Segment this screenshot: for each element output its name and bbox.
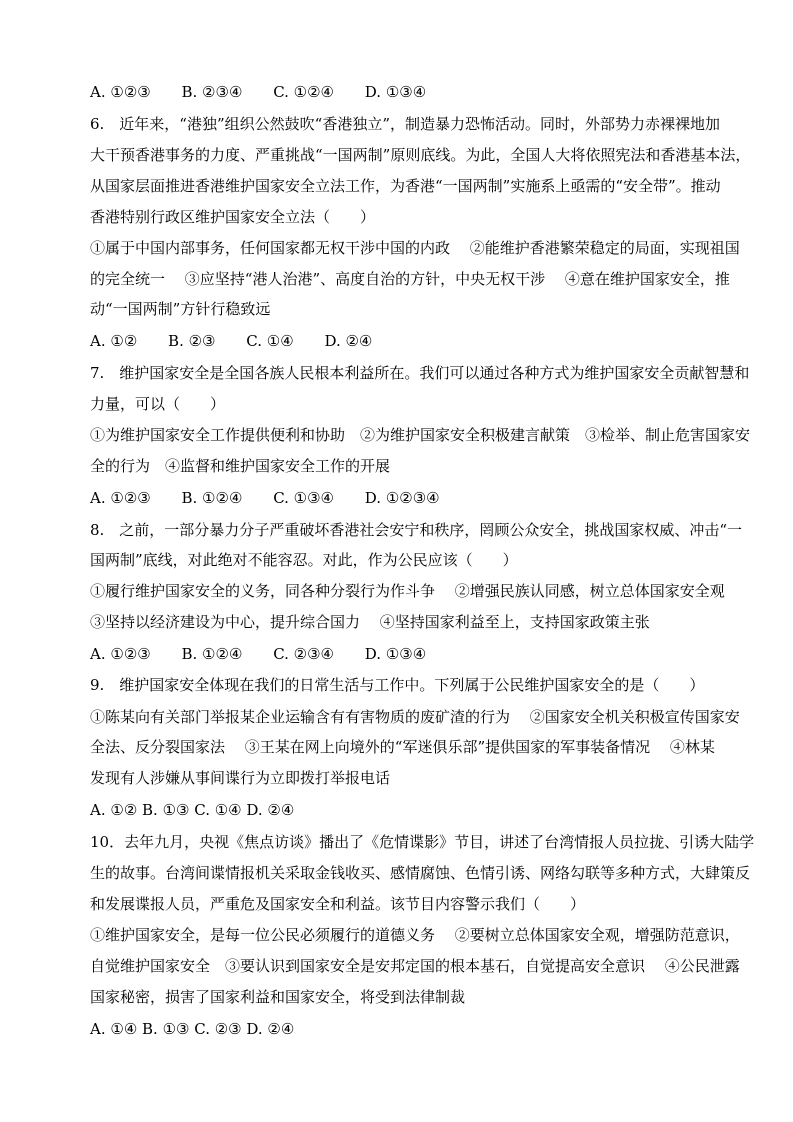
q10-item-line: 自觉维护国家安全 ③要认识到国家安全是安邦定国的根本基石，自觉提高安全意识 ④公民泄露 (90, 957, 740, 975)
q8-option-d: D. ①③④ (364, 645, 427, 663)
q7-option-b: B. ①②④ (181, 489, 243, 507)
q7-option-a: A. ①②③ (90, 489, 151, 507)
q6-option-b: B. ②③ (168, 332, 216, 350)
q6-option-d: D. ②④ (324, 332, 373, 350)
q5-option-d: D. ①③④ (364, 83, 427, 101)
q9-options: A. ①② B. ①③ C. ①④ D. ②④ (90, 801, 295, 819)
q7-stem-line: 力量，可以（ ） (90, 395, 226, 413)
q7-item-line: ①为维护国家安全工作提供便利和协助 ②为维护国家安全积极建言献策 ③检举、制止危害国家安 (90, 426, 751, 444)
q9-item-line: 全法、反分裂国家法 ③王某在网上向境外的“军迷俱乐部”提供国家的军事装备情况 ④林某 (90, 738, 715, 756)
q8-stem-line: 8. 之前，一部分暴力分子严重破坏香港社会安宁和秩序，罔顾公众安全，挑战国家权威、冲击“一 (90, 521, 742, 539)
q7-option-c: C. ①③④ (273, 489, 335, 507)
q8-option-a: A. ①②③ (90, 645, 151, 663)
q10-item-line: ①维护国家安全，是每一位公民必须履行的道德义务 ②要树立总体国家安全观，增强防范意识， (90, 926, 740, 944)
q10-stem-line: 和发展谍报人员，严重危及国家安全和利益。该节目内容警示我们（ ） (90, 895, 586, 913)
q7-stem-line: 7. 维护国家安全是全国各族人民根本利益所在。我们可以通过各种方式为维护国家安全贡献智慧和 (90, 364, 750, 382)
q9-item-line: 发现有人涉嫌从事间谍行为立即拨打举报电话 (90, 769, 391, 787)
q10-options: A. ①④ B. ①③ C. ②③ D. ②④ (90, 1020, 295, 1038)
q8-item-line: ①履行维护国家安全的义务，同各种分裂行为作斗争 ②增强民族认同感，树立总体国家安全观 (90, 582, 725, 600)
q9-item-line: ①陈某向有关部门举报某企业运输含有有害物质的废矿渣的行为 ②国家安全机关积极宣传国家安 (90, 708, 740, 726)
q6-stem-line: 6. 近年来，“港独”组织公然鼓吹“香港独立”，制造暴力恐怖活动。同时，外部势力赤裸裸地加 (90, 115, 720, 133)
q8-option-b: B. ①②④ (181, 645, 243, 663)
q5-option-a: A. ①②③ (90, 83, 151, 101)
q10-item-line: 国家秘密，损害了国家利益和国家安全，将受到法律制裁 (90, 988, 466, 1006)
q7-options (90, 488, 466, 508)
q10-stem-line: 10．去年九月，央视《焦点访谈》播出了《危情谍影》节目，讲述了台湾情报人员拉拢、引诱大陆学 (90, 833, 755, 851)
q10-stem-line: 生的故事。台湾间谍情报机关采取金钱收买、感情腐蚀、色情引诱、网络勾联等多种方式，大肆策反 (90, 864, 751, 882)
q6-options (90, 331, 398, 351)
q8-options (90, 644, 452, 664)
q8-option-c: C. ②③④ (273, 645, 335, 663)
q5-options (90, 82, 452, 102)
q5-option-b: B. ②③④ (181, 83, 243, 101)
q6-stem-line: 大干预香港事务的力度、严重挑战“一国两制”原则底线。为此，全国人大将依照宪法和香港基本法， (90, 146, 751, 164)
q8-stem-line: 国两制”底线，对此绝对不能容忍。对此，作为公民应该（ ） (90, 551, 518, 569)
q6-stem-line: 从国家层面推进香港维护国家安全立法工作，为香港“一国两制”实施系上亟需的“安全带”。推动 (90, 177, 721, 195)
q6-option-a: A. ①② (90, 332, 138, 350)
q6-item-line: ①属于中国内部事务，任何国家都无权干涉中国的内政 ②能维护香港繁荣稳定的局面，实现祖国 (90, 239, 740, 257)
q6-option-c: C. ①④ (246, 332, 294, 350)
q5-option-c: C. ①②④ (273, 83, 335, 101)
q6-stem-line: 香港特别行政区维护国家安全立法（ ） (90, 208, 376, 226)
q7-option-d: D. ①②③④ (364, 489, 440, 507)
q7-item-line: 全的行为 ④监督和维护国家安全工作的开展 (90, 457, 391, 475)
q6-item-line: 动“一国两制”方针行稳致远 (90, 300, 271, 318)
q9-stem-line: 9. 维护国家安全体现在我们的日常生活与工作中。下列属于公民维护国家安全的是（ ） (90, 676, 705, 694)
q8-item-line: ③坚持以经济建设为中心，提升综合国力 ④坚持国家利益至上，支持国家政策主张 (90, 613, 650, 631)
q6-item-line: 的完全统一 ③应坚持“港人治港”、高度自治的方针，中央无权干涉 ④意在维护国家安全，推 (90, 270, 730, 288)
